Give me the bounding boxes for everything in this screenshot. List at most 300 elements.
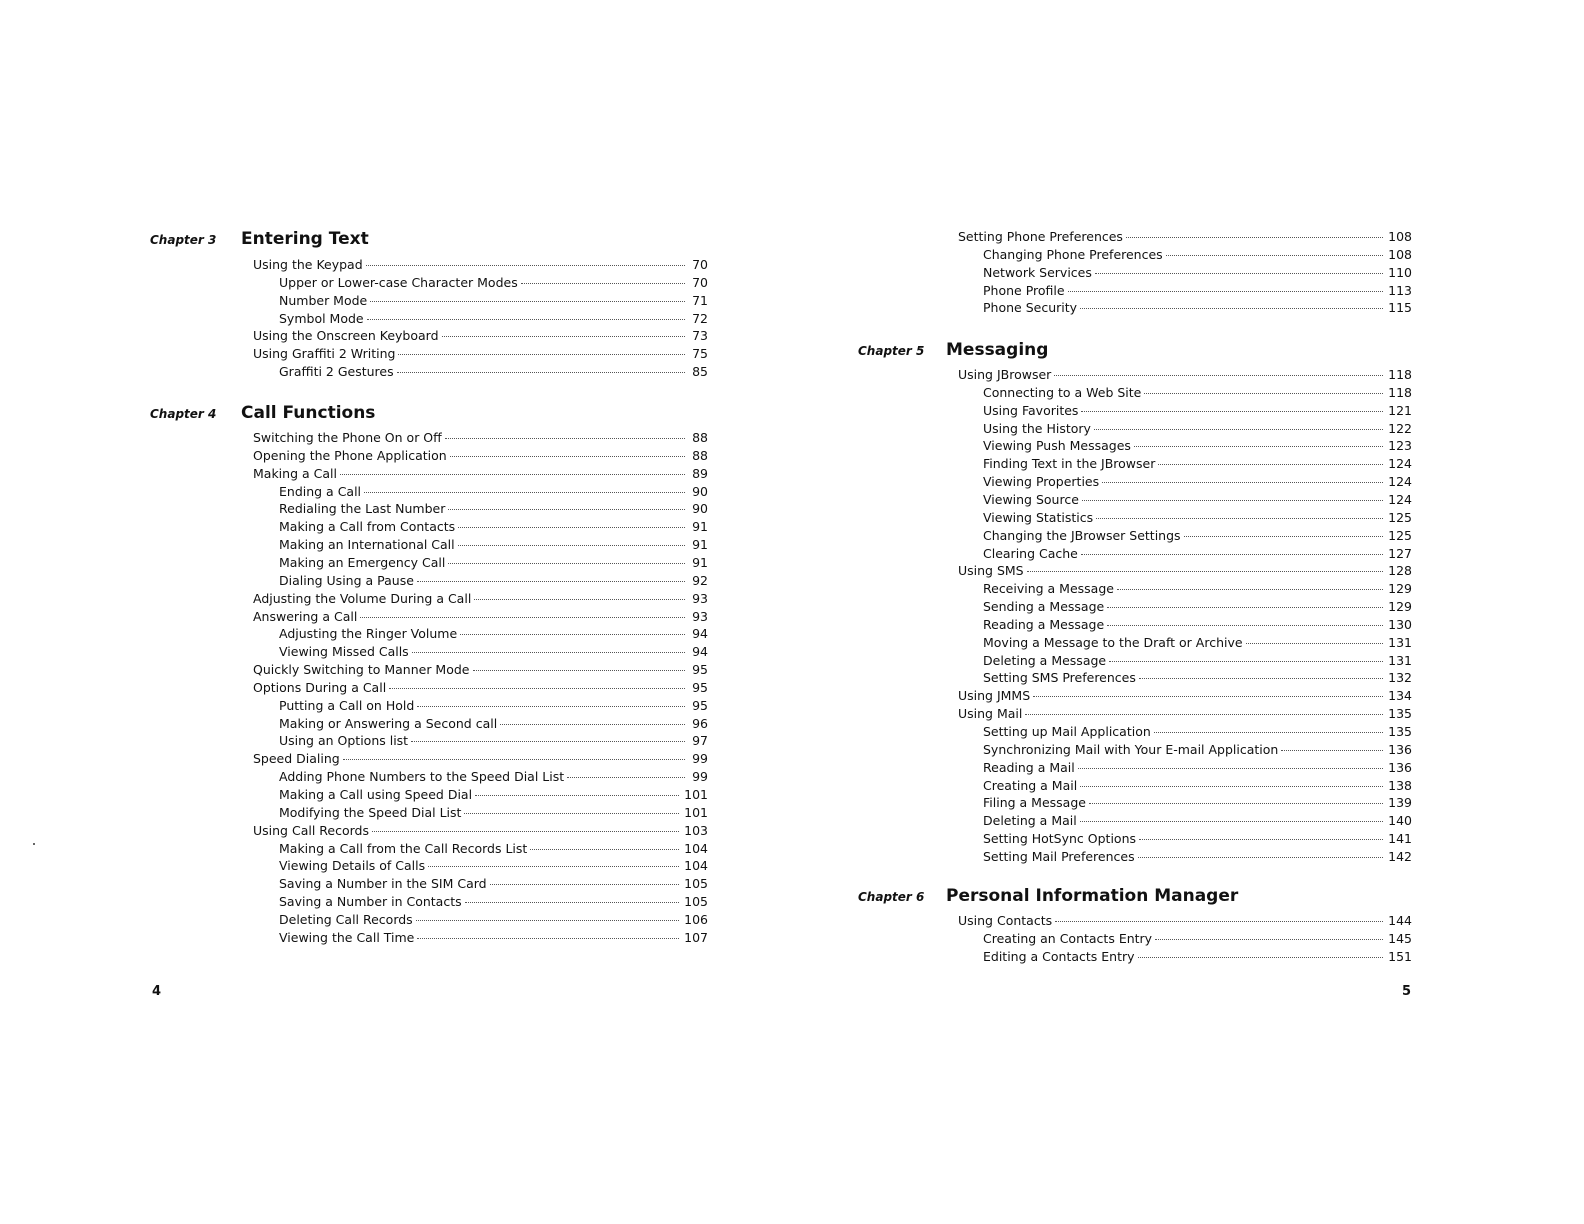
dot-leader <box>1080 308 1383 309</box>
toc-entry[interactable] <box>253 590 708 608</box>
toc-entry[interactable] <box>279 500 708 518</box>
dot-leader <box>1080 786 1383 787</box>
toc-entry-title: Making a Call using Speed Dial <box>279 787 473 802</box>
dot-leader <box>1184 536 1384 537</box>
dot-leader <box>1081 411 1383 412</box>
dot-leader <box>411 741 685 742</box>
toc-entry[interactable] <box>253 661 708 679</box>
toc-entry[interactable] <box>279 715 708 733</box>
toc-entry[interactable] <box>983 598 1412 616</box>
stray-mark <box>33 843 35 845</box>
toc-entry-page: 144 <box>1388 913 1412 928</box>
toc-entry-page: 130 <box>1388 616 1412 632</box>
toc-entry-title: Viewing Push Messages <box>983 438 1131 454</box>
toc-entry-title: Moving a Message to the Draft or Archive <box>983 634 1243 650</box>
dot-leader <box>1102 482 1383 483</box>
toc-entry[interactable] <box>983 402 1412 420</box>
dot-leader <box>1078 768 1383 769</box>
toc-entry-title: Modifying the Speed Dial List <box>279 804 462 820</box>
dot-leader <box>1139 839 1383 840</box>
dot-leader <box>465 902 680 903</box>
toc-entry-title: Adjusting the Ringer Volume <box>279 626 458 642</box>
toc-entry-page: 91 <box>692 554 708 570</box>
toc-entry-title: Ending a Call <box>279 483 362 499</box>
toc-entry-title: Creating an Contacts Entry <box>983 930 1153 946</box>
toc-entry[interactable] <box>279 572 708 590</box>
toc-entry[interactable] <box>983 246 1412 264</box>
toc-entry-title: Synchronizing Mail with Your E-mail Application <box>983 741 1279 757</box>
toc-entry[interactable] <box>253 608 708 626</box>
toc-entry[interactable] <box>983 830 1412 848</box>
toc-entry-page: 89 <box>692 465 708 481</box>
toc-entry-page: 90 <box>692 483 708 499</box>
toc-entry-page: 118 <box>1388 384 1412 400</box>
dot-leader <box>364 492 685 493</box>
toc-entry[interactable] <box>983 384 1412 402</box>
toc-entry-title: Reading a Mail <box>983 759 1075 775</box>
toc-entry-title: Quickly Switching to Manner Mode <box>253 662 470 678</box>
toc-entry-page: 136 <box>1388 741 1412 757</box>
dot-leader <box>442 336 686 337</box>
chapter-heading <box>792 886 1584 910</box>
toc-entry-title: Making a Call from Contacts <box>279 519 456 535</box>
toc-entry-title: Viewing Properties <box>983 474 1100 490</box>
toc-entry[interactable] <box>279 732 708 750</box>
toc-entry-title: Editing a Contacts Entry <box>983 948 1135 964</box>
toc-entry[interactable] <box>279 768 708 786</box>
toc-entry[interactable] <box>983 930 1412 948</box>
toc-entry[interactable] <box>279 483 708 501</box>
toc-entry-title: Using Contacts <box>958 913 1053 928</box>
dot-leader <box>397 372 685 373</box>
toc-entry-page: 121 <box>1388 402 1412 418</box>
toc-entry-page: 151 <box>1388 948 1412 964</box>
toc-entry-title: Adding Phone Numbers to the Speed Dial List <box>279 769 565 785</box>
toc-entry-title: Setting up Mail Application <box>983 724 1151 739</box>
toc-entry-page: 94 <box>692 644 708 660</box>
toc-entry[interactable] <box>983 580 1412 598</box>
toc-entry[interactable] <box>983 616 1412 634</box>
dot-leader <box>1109 661 1383 662</box>
chapter-title[interactable]: Entering Text <box>241 229 369 249</box>
toc-entry-title: Viewing Missed Calls <box>279 644 409 660</box>
dot-leader <box>1081 554 1383 555</box>
toc-entry-page: 90 <box>692 501 708 517</box>
toc-entry-page: 136 <box>1388 759 1412 775</box>
dot-leader <box>490 884 680 885</box>
toc-entry-page: 91 <box>692 519 708 535</box>
toc-entry-title: Using JBrowser <box>958 367 1052 382</box>
toc-entry-page: 140 <box>1388 813 1412 829</box>
toc-entry[interactable] <box>279 697 708 715</box>
toc-entry-title: Phone Profile <box>983 282 1065 298</box>
toc-entry-title: Making an Emergency Call <box>279 554 446 570</box>
dot-leader <box>412 652 685 653</box>
toc-entry-title: Setting SMS Preferences <box>983 670 1136 686</box>
toc-entry-title: Dialing Using a Pause <box>279 572 414 588</box>
dot-leader <box>473 670 686 671</box>
toc-entry[interactable] <box>253 345 708 363</box>
toc-entry-title: Setting Phone Preferences <box>958 229 1123 244</box>
toc-entry[interactable] <box>279 518 708 536</box>
toc-entry-page: 127 <box>1388 545 1412 561</box>
toc-entry[interactable] <box>253 679 708 697</box>
dot-leader <box>450 456 685 457</box>
toc-entry[interactable] <box>279 857 708 875</box>
dot-leader <box>1139 678 1383 679</box>
dot-leader <box>370 301 685 302</box>
toc-entry-title: Using the History <box>983 420 1091 436</box>
chapter-heading <box>792 340 1584 364</box>
toc-entry-page: 124 <box>1388 474 1412 490</box>
toc-entry-page: 125 <box>1388 509 1412 525</box>
toc-entry-page: 105 <box>684 876 708 892</box>
toc-entry-page: 135 <box>1388 706 1412 722</box>
toc-entry-title: Reading a Message <box>983 616 1105 632</box>
toc-entry-title: Using Mail <box>958 706 1023 722</box>
toc-entry-title: Receiving a Message <box>983 581 1114 597</box>
toc-entry[interactable] <box>253 447 708 465</box>
toc-entry[interactable] <box>279 554 708 572</box>
toc-entry-page: 107 <box>684 929 708 945</box>
dot-leader <box>360 617 685 618</box>
toc-entry[interactable] <box>253 327 708 345</box>
dot-leader <box>1138 957 1384 958</box>
toc-entry-title: Filing a Message <box>983 795 1086 811</box>
toc-entry[interactable] <box>253 750 708 768</box>
toc-entry-title: Network Services <box>983 264 1092 280</box>
toc-entry[interactable] <box>983 669 1412 687</box>
toc-entry-page: 70 <box>692 257 708 272</box>
dot-leader <box>366 265 685 266</box>
toc-entry-title: Saving a Number in the SIM Card <box>279 876 487 892</box>
toc-entry[interactable] <box>958 562 1412 580</box>
dot-leader <box>1068 291 1384 292</box>
toc-entry-title: Using JMMS <box>958 688 1031 704</box>
dot-leader <box>530 849 679 850</box>
dot-leader <box>1281 750 1383 751</box>
toc-entry[interactable] <box>279 929 708 947</box>
toc-entry-title: Answering a Call <box>253 608 358 624</box>
toc-entry-title: Clearing Cache <box>983 545 1078 561</box>
dot-leader <box>500 724 685 725</box>
toc-entry-page: 128 <box>1388 563 1412 579</box>
toc-entry-page: 145 <box>1388 930 1412 946</box>
toc-entry-page: 70 <box>692 274 708 290</box>
dot-leader <box>1055 921 1383 922</box>
dot-leader <box>1095 273 1383 274</box>
dot-leader <box>474 599 685 600</box>
toc-entry-title: Connecting to a Web Site <box>983 384 1142 400</box>
toc-entry-page: 105 <box>684 894 708 910</box>
toc-entry[interactable] <box>279 536 708 554</box>
toc-entry-page: 101 <box>684 804 708 820</box>
toc-entry[interactable] <box>279 363 708 381</box>
toc-entry-title: Adjusting the Volume During a Call <box>253 590 472 606</box>
toc-entry[interactable] <box>983 723 1412 741</box>
toc-entry-page: 118 <box>1388 367 1412 382</box>
chapter-heading <box>0 403 792 427</box>
toc-entry[interactable] <box>253 256 708 274</box>
dot-leader <box>475 795 679 796</box>
toc-entry-page: 131 <box>1388 634 1412 650</box>
toc-entry[interactable] <box>983 491 1412 509</box>
dot-leader <box>458 527 685 528</box>
toc-entry-page: 124 <box>1388 456 1412 472</box>
dot-leader <box>1107 625 1383 626</box>
toc-entry-title: Redialing the Last Number <box>279 501 446 517</box>
toc-entry[interactable] <box>279 310 708 328</box>
toc-entry-title: Using the Keypad <box>253 257 363 272</box>
dot-leader <box>1096 518 1383 519</box>
right-page <box>792 0 1584 1224</box>
toc-entry-page: 131 <box>1388 652 1412 668</box>
dot-leader <box>521 283 685 284</box>
toc-entry-title: Making or Answering a Second call <box>279 715 498 731</box>
right-page-number: 5 <box>1402 984 1412 999</box>
dot-leader <box>340 474 685 475</box>
toc-entry-page: 101 <box>684 787 708 802</box>
toc-entry[interactable] <box>983 437 1412 455</box>
toc-entry-page: 106 <box>684 911 708 927</box>
dot-leader <box>1138 857 1384 858</box>
toc-entry-page: 110 <box>1388 264 1412 280</box>
left-page-number: 4 <box>152 984 162 999</box>
toc-entry-page: 75 <box>692 346 708 362</box>
toc-entry-title: Making a Call <box>253 465 337 481</box>
toc-entry-page: 72 <box>692 310 708 326</box>
dot-leader <box>1107 607 1383 608</box>
toc-entry-title: Upper or Lower-case Character Modes <box>279 274 518 290</box>
dot-leader <box>1033 696 1383 697</box>
toc-entry[interactable] <box>983 812 1412 830</box>
toc-entry-title: Putting a Call on Hold <box>279 697 415 713</box>
toc-entry-page: 122 <box>1388 420 1412 436</box>
toc-entry[interactable] <box>983 420 1412 438</box>
toc-entry-title: Setting Mail Preferences <box>983 848 1135 864</box>
toc-entry[interactable] <box>983 794 1412 812</box>
toc-entry-page: 95 <box>692 679 708 695</box>
toc-entry-title: Using SMS <box>958 563 1024 579</box>
toc-entry[interactable] <box>983 282 1412 300</box>
toc-entry-page: 132 <box>1388 670 1412 686</box>
chapter-label: Chapter 5 <box>858 344 925 358</box>
toc-entry-title: Changing Phone Preferences <box>983 246 1163 262</box>
dot-leader <box>343 759 685 760</box>
dot-leader <box>460 634 685 635</box>
dot-leader <box>1117 589 1383 590</box>
dot-leader <box>417 581 685 582</box>
dot-leader <box>1246 643 1384 644</box>
dot-leader <box>416 920 679 921</box>
toc-entry-page: 93 <box>692 590 708 606</box>
toc-entry-title: Using the Onscreen Keyboard <box>253 328 439 344</box>
toc-entry-title: Number Mode <box>279 292 368 308</box>
toc-entry-page: 141 <box>1388 831 1412 847</box>
toc-entry-title: Sending a Message <box>983 599 1105 615</box>
dot-leader <box>1144 393 1383 394</box>
toc-entry-page: 91 <box>692 537 708 553</box>
toc-entry[interactable] <box>983 455 1412 473</box>
chapter-heading <box>0 229 792 253</box>
dot-leader <box>1094 429 1383 430</box>
toc-entry-page: 134 <box>1388 688 1412 704</box>
toc-entry[interactable] <box>983 741 1412 759</box>
toc-entry-page: 95 <box>692 662 708 678</box>
dot-leader <box>1080 821 1383 822</box>
toc-entry-page: 94 <box>692 626 708 642</box>
toc-entry-title: Using Graffiti 2 Writing <box>253 346 396 362</box>
toc-entry-page: 95 <box>692 697 708 713</box>
toc-entry-title: Making a Call from the Call Records List <box>279 840 528 856</box>
toc-entry-title: Viewing the Call Time <box>279 929 415 945</box>
dot-leader <box>1126 237 1383 238</box>
toc-entry-title: Saving a Number in Contacts <box>279 894 462 910</box>
chapter-label: Chapter 6 <box>858 890 925 904</box>
toc-entry-title: Setting HotSync Options <box>983 831 1137 847</box>
toc-entry-page: 88 <box>692 430 708 445</box>
chapter-label: Chapter 3 <box>150 233 217 247</box>
toc-entry[interactable] <box>983 545 1412 563</box>
toc-entry-title: Viewing Details of Calls <box>279 858 426 874</box>
toc-entry-page: 129 <box>1388 599 1412 615</box>
dot-leader <box>1025 714 1383 715</box>
toc-entry-page: 138 <box>1388 777 1412 793</box>
toc-entry-page: 142 <box>1388 848 1412 864</box>
toc-entry-page: 108 <box>1388 229 1412 244</box>
toc-entry-page: 92 <box>692 572 708 588</box>
chapter-title[interactable]: Call Functions <box>241 403 376 423</box>
toc-entry-title: Opening the Phone Application <box>253 447 447 463</box>
toc-entry-page: 71 <box>692 292 708 308</box>
toc-entry-title: Finding Text in the JBrowser <box>983 456 1156 472</box>
dot-leader <box>417 938 679 939</box>
toc-entry-page: 88 <box>692 447 708 463</box>
toc-entry-page: 129 <box>1388 581 1412 597</box>
toc-entry[interactable] <box>279 911 708 929</box>
toc-entry-title: Deleting Call Records <box>279 911 413 927</box>
dot-leader <box>372 831 679 832</box>
toc-entry-page: 123 <box>1388 438 1412 454</box>
dot-leader <box>1166 255 1383 256</box>
toc-entry[interactable] <box>279 840 708 858</box>
toc-entry-title: Using Call Records <box>253 822 369 838</box>
toc-entry-page: 99 <box>692 751 708 767</box>
toc-entry[interactable] <box>983 264 1412 282</box>
toc-entry-title: Viewing Statistics <box>983 509 1094 525</box>
toc-entry[interactable] <box>983 759 1412 777</box>
toc-entry-title: Symbol Mode <box>279 310 364 326</box>
dot-leader <box>1027 571 1384 572</box>
dot-leader <box>1134 446 1383 447</box>
toc-entry[interactable] <box>983 509 1412 527</box>
toc-entry[interactable] <box>983 299 1412 317</box>
toc-entry-page: 103 <box>684 822 708 838</box>
toc-entry[interactable] <box>958 705 1412 723</box>
dot-leader <box>389 688 685 689</box>
toc-entry-page: 115 <box>1388 300 1412 316</box>
toc-entry[interactable] <box>983 473 1412 491</box>
toc-entry[interactable] <box>983 634 1412 652</box>
toc-entry[interactable] <box>279 786 708 804</box>
toc-entry[interactable] <box>983 948 1412 966</box>
toc-entry[interactable] <box>253 429 708 447</box>
dot-leader <box>1154 732 1383 733</box>
toc-entry-page: 93 <box>692 608 708 624</box>
toc-entry[interactable] <box>253 465 708 483</box>
toc-entry-page: 104 <box>684 858 708 874</box>
toc-entry[interactable] <box>253 822 708 840</box>
chapter-title[interactable]: Personal Information Manager <box>946 886 1239 906</box>
dot-leader <box>1089 803 1383 804</box>
toc-entry[interactable] <box>983 848 1412 866</box>
toc-entry[interactable] <box>983 777 1412 795</box>
toc-entry[interactable] <box>983 527 1412 545</box>
toc-entry-title: Viewing Source <box>983 491 1079 507</box>
toc-entry-page: 97 <box>692 733 708 749</box>
toc-entry-page: 99 <box>692 769 708 785</box>
toc-entry-title: Deleting a Mail <box>983 813 1077 829</box>
toc-entry[interactable] <box>279 625 708 643</box>
toc-entry-title: Using Favorites <box>983 402 1079 418</box>
toc-entry[interactable] <box>279 875 708 893</box>
toc-entry[interactable] <box>958 366 1412 384</box>
toc-entry[interactable] <box>279 643 708 661</box>
toc-entry-title: Phone Security <box>983 300 1078 316</box>
chapter-title[interactable]: Messaging <box>946 340 1049 360</box>
toc-entry-title: Options During a Call <box>253 679 387 695</box>
toc-entry-page: 85 <box>692 364 708 380</box>
toc-entry-page: 124 <box>1388 491 1412 507</box>
toc-entry-title: Using an Options list <box>279 733 409 749</box>
dot-leader <box>1082 500 1383 501</box>
toc-entry[interactable] <box>958 912 1412 930</box>
toc-entry-page: 73 <box>692 328 708 344</box>
toc-entry-page: 108 <box>1388 246 1412 262</box>
dot-leader <box>464 813 679 814</box>
dot-leader <box>398 354 685 355</box>
toc-entry-page: 135 <box>1388 724 1412 739</box>
dot-leader <box>1054 375 1383 376</box>
toc-entry-page: 139 <box>1388 795 1412 811</box>
dot-leader <box>448 509 685 510</box>
toc-entry[interactable] <box>279 274 708 292</box>
toc-entry[interactable] <box>279 804 708 822</box>
dot-leader <box>428 866 679 867</box>
toc-entry-title: Switching the Phone On or Off <box>253 430 442 445</box>
toc-entry[interactable] <box>958 687 1412 705</box>
toc-entry-title: Changing the JBrowser Settings <box>983 527 1181 543</box>
toc-entry-page: 113 <box>1388 282 1412 298</box>
dot-leader <box>417 706 685 707</box>
toc-entry-page: 96 <box>692 715 708 731</box>
toc-entry-title: Creating a Mail <box>983 777 1078 793</box>
toc-entry[interactable] <box>958 228 1412 246</box>
toc-entry[interactable] <box>279 292 708 310</box>
toc-entry-page: 104 <box>684 840 708 856</box>
dot-leader <box>1155 939 1383 940</box>
toc-entry-title: Speed Dialing <box>253 751 340 767</box>
toc-entry-title: Deleting a Message <box>983 652 1107 668</box>
toc-entry[interactable] <box>983 652 1412 670</box>
dot-leader <box>367 319 685 320</box>
dot-leader <box>567 777 685 778</box>
toc-entry-title: Graffiti 2 Gestures <box>279 364 394 380</box>
toc-entry[interactable] <box>279 893 708 911</box>
dot-leader <box>458 545 685 546</box>
toc-entry-page: 125 <box>1388 527 1412 543</box>
dot-leader <box>1158 464 1383 465</box>
